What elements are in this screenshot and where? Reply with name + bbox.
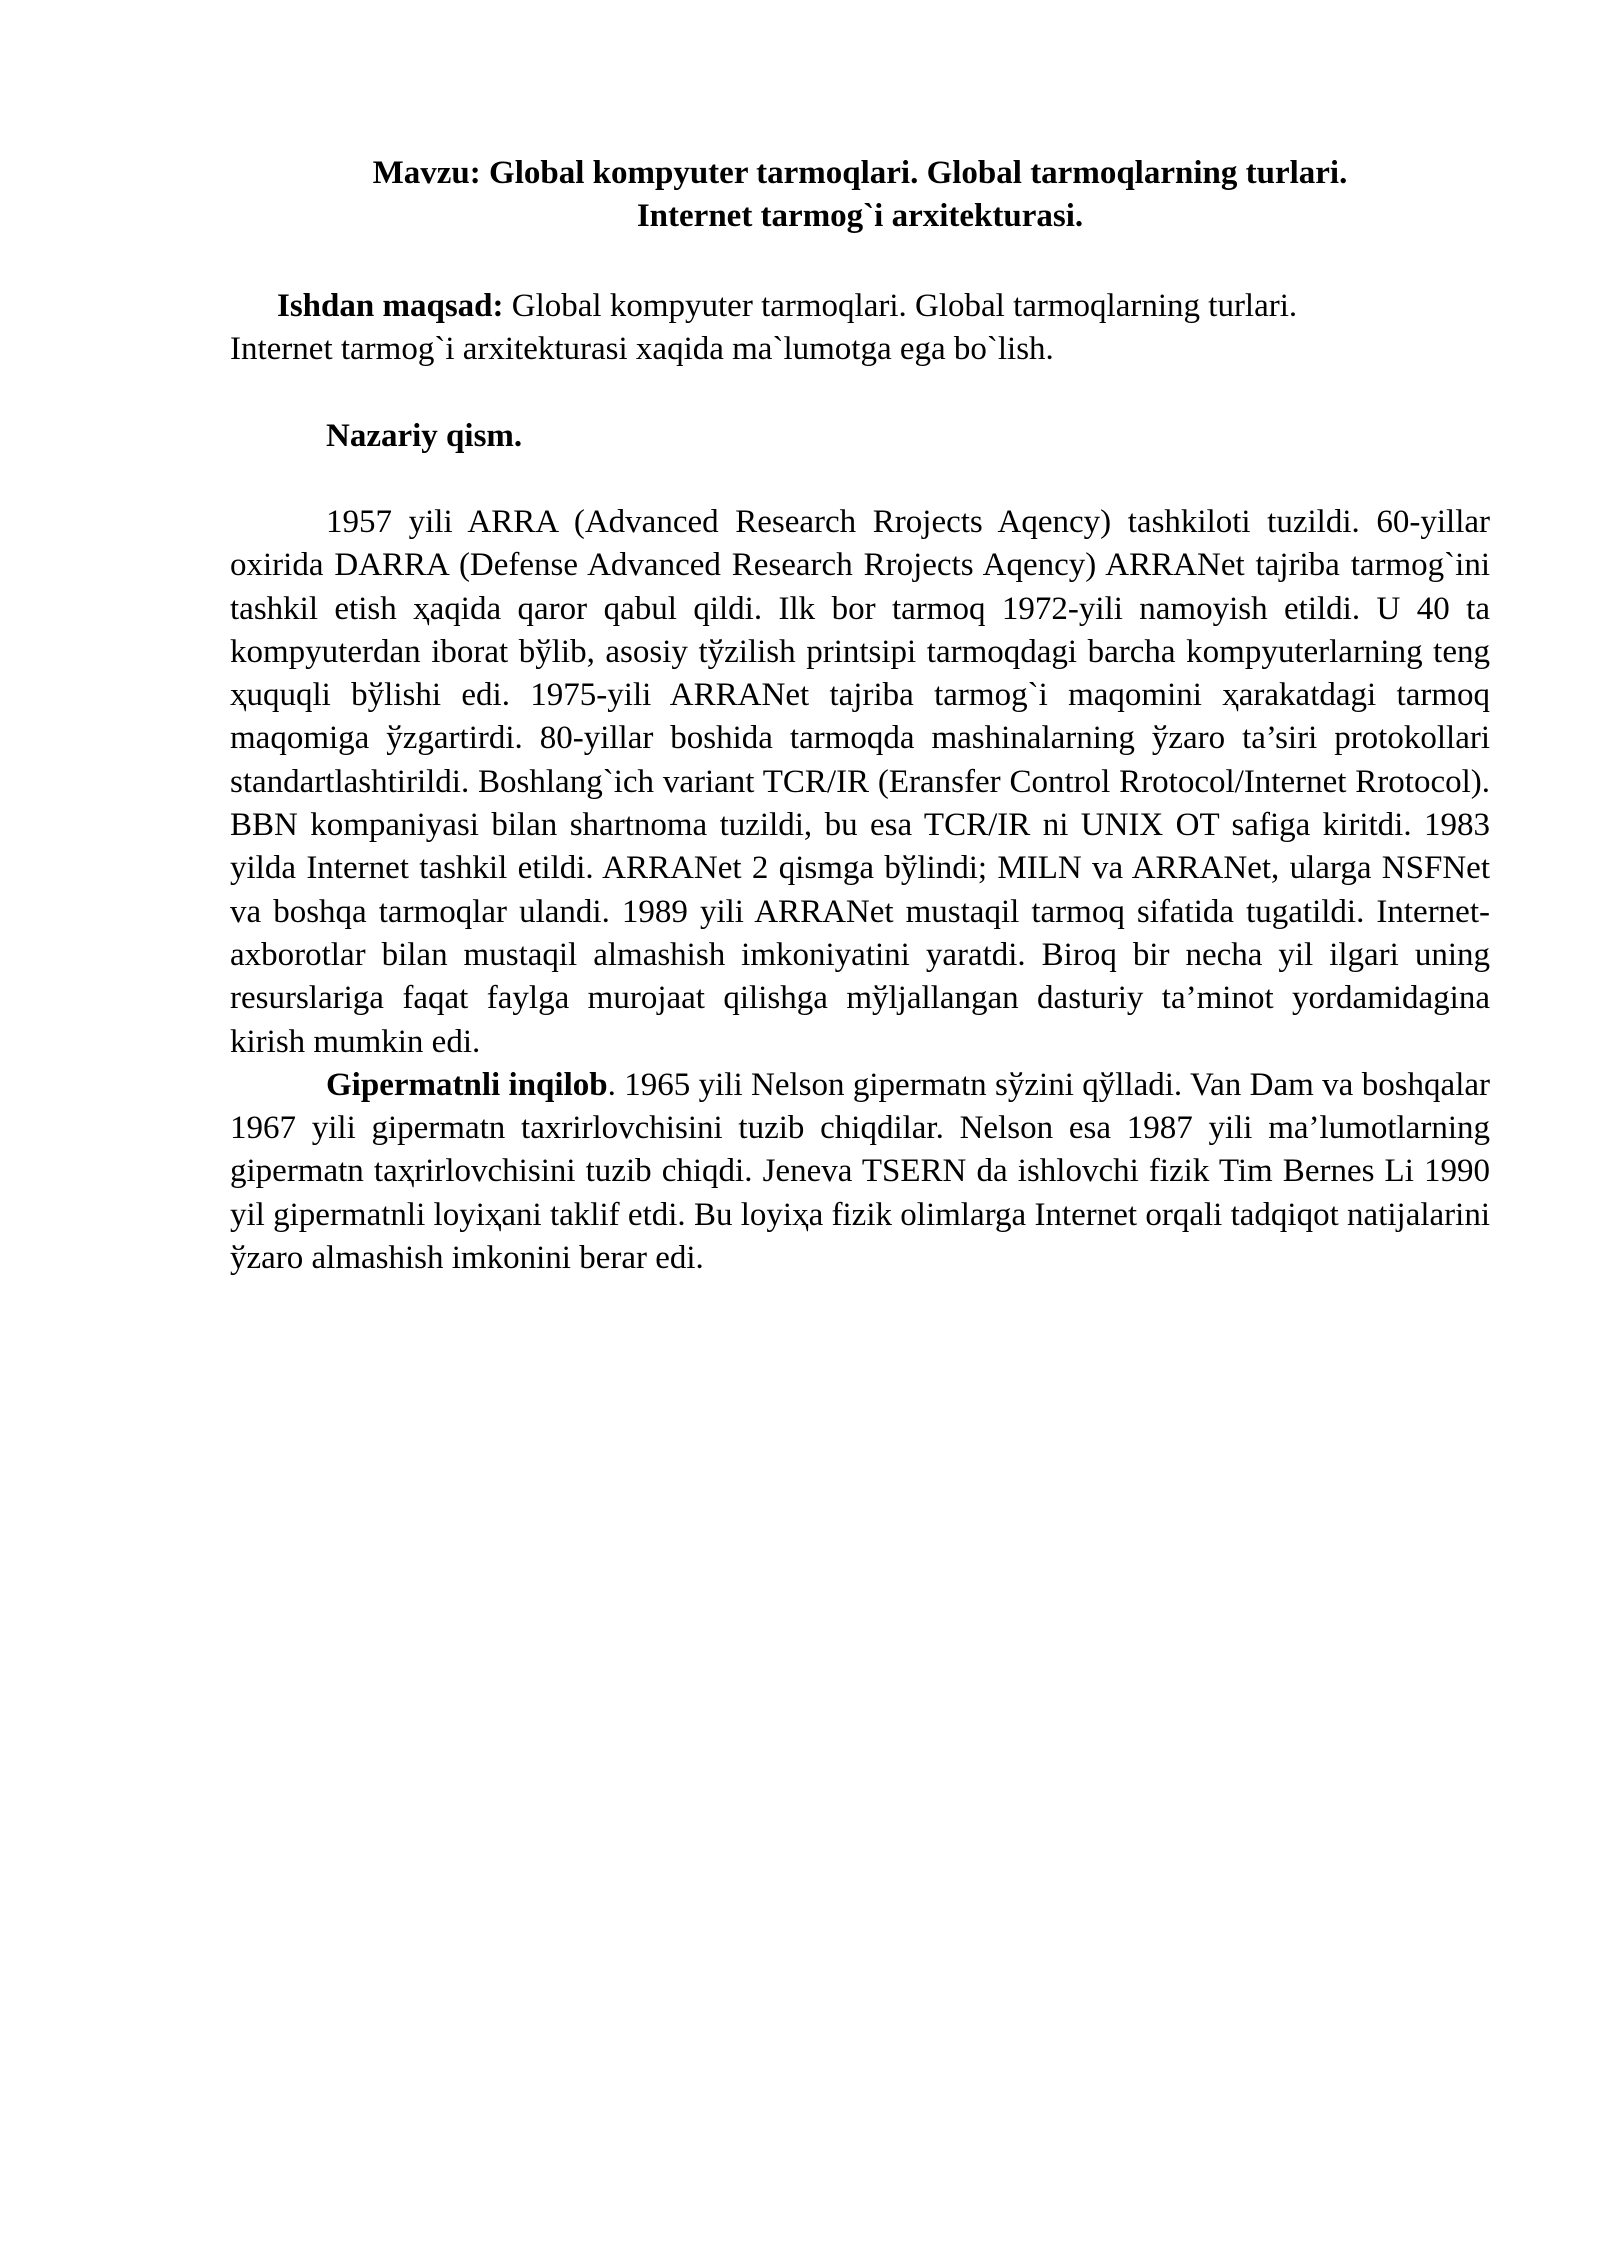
paragraph-hypertext-text: . 1965 yili Nelson gipermatn sўzini qўlladi. Van Dam va boshqalar 1967 yili gipermatn taxrirlovchisini tuzib chiqdilar. Nelson esa 1987 yili ma’lumotlarning gipermatn taҳrirlovchisini tuzib chiqdi. Jeneva TSERN da ishlovchi fizik Tim Bernes Li 1990 yil gipermatnli loyiҳani taklif etdi. Bu loyiҳa fizik olimlarga Internet orqali tadqiqot natijalarini ўzaro almashish imkonini berar edi. bbox=[230, 1066, 1491, 1277]
title-line-1: Mavzu: Global kompyuter tarmoqlari. Global tarmoqlarning turlari. bbox=[372, 155, 1348, 191]
purpose-text-1: Global kompyuter tarmoqlari. Global tarmoqlarning turlari. bbox=[503, 288, 1298, 324]
title-line-2: Internet tarmog`i arxitekturasi. bbox=[636, 198, 1084, 234]
section-heading: Nazariy qism. bbox=[326, 418, 523, 454]
paragraph-hypertext-label: Gipermatnli inqilob bbox=[326, 1066, 608, 1103]
body-text bbox=[230, 501, 1490, 1280]
paragraph-history: 1957 yili ARRA (Advanced Research Rrojects Aqency) tashkiloti tuzildi. 60-yillar oxirida DARRA (Defense Advanced Research Rrojects Aqency) ARRANet tajriba tarmog`ini tashkil etish ҳaqida qaror qabul qildi. Ilk bor tarmoq 1972-yili namoyish etildi. U 40 ta kompyuterdan iborat bўlib, asosiy tўzilish printsipi tarmoqdagi barcha kompyuterlarning teng ҳuquqli bўlishi edi. 1975-yili ARRANet tajriba tarmog`i maqomini ҳarakatdagi tarmoq maqomiga ўzgartirdi. 80-yillar boshida tarmoqda mashinalarning ўzaro ta’siri protokollari standartlashtirildi. Boshlang`ich variant TCR/IR (Eransfer Control Rrotocol/Internet Rrotocol). BBN kompaniyasi bilan shartnoma tuzildi, bu esa TCR/IR ni UNIX OT safiga kiritdi. 1983 yilda Internet tashkil etildi. ARRANet 2 qismga bўlindi; MILN va ARRANet, ularga NSFNet va boshqa tarmoqlar ulandi. 1989 yili ARRANet mustaqil tarmoq sifatida tugatildi. Internet-axborotlar bilan mustaqil almashish imkoniyatini yaratdi. Biroq bir necha yil ilgari uning resurslariga faqat faylga murojaat qilishga mўljallangan dasturiy ta’minot yordamidagina kirish mumkin edi. bbox=[230, 504, 1490, 1060]
purpose-line-1 bbox=[230, 285, 1490, 328]
document-title bbox=[230, 152, 1490, 238]
paragraph-hypertext bbox=[230, 1064, 1490, 1280]
purpose-text-2: Internet tarmog`i arxitekturasi xaqida ma`lumotga ega bo`lish. bbox=[230, 331, 1054, 367]
purpose-label: Ishdan maqsad: bbox=[277, 288, 504, 324]
work-purpose bbox=[230, 285, 1490, 371]
